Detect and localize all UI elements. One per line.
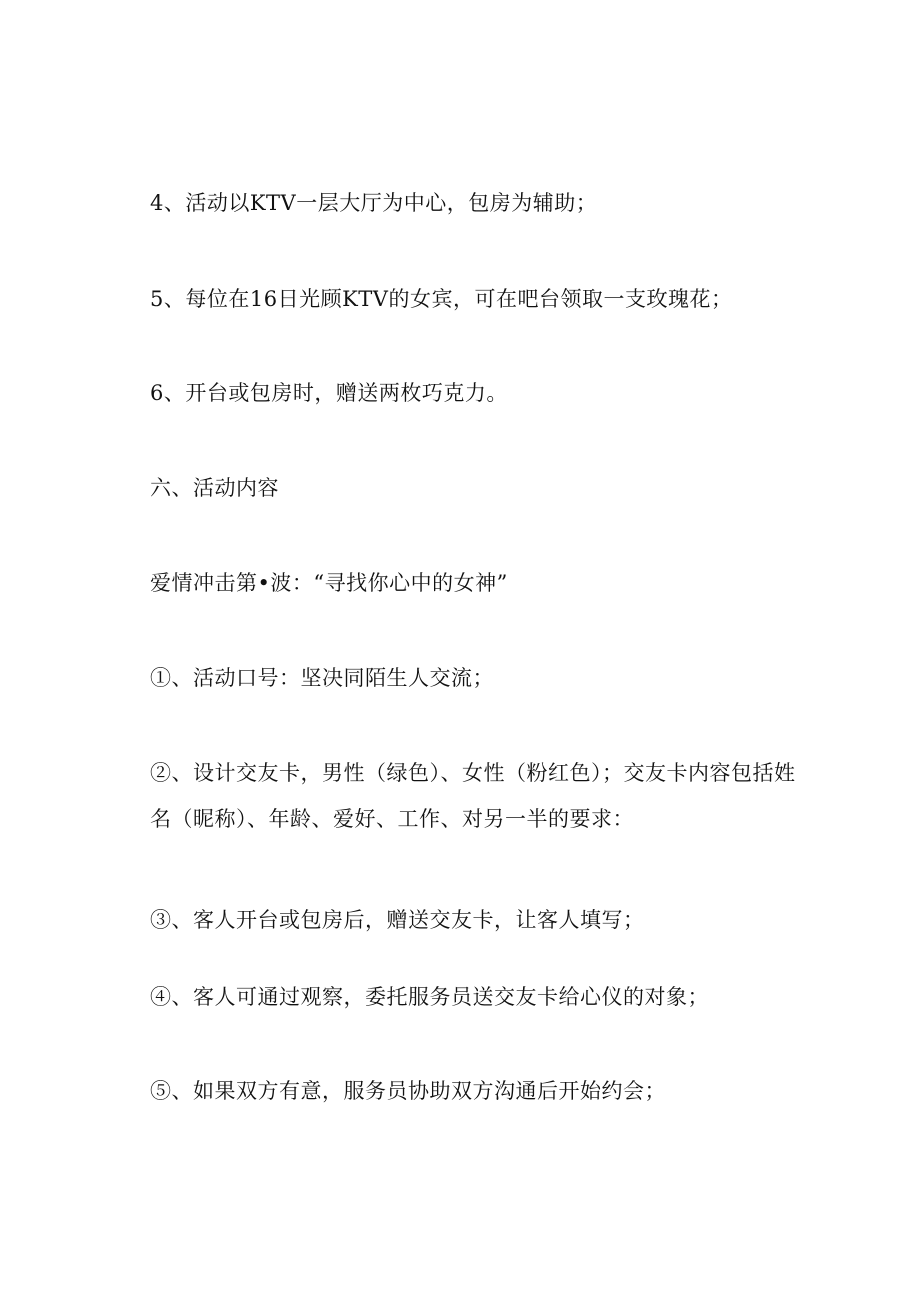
subsection-title: 爱情冲击第•波：“寻找你心中的女神”: [150, 571, 508, 595]
text-line-item-6: 6、开台或包房时，赠送两枚巧克力。: [150, 381, 508, 405]
text-line-circled-1: ①、活动口号：坚决同陌生人交流；: [150, 666, 494, 690]
section-heading: 六、活动内容: [150, 476, 279, 500]
text-line-circled-4: ④、客人可通过观察，委托服务员送交友卡给心仪的对象；: [150, 985, 709, 1009]
text-line-circled-5: ⑤、如果双方有意，服务员协助双方沟通后开始约会；: [150, 1079, 666, 1103]
text-paragraph-circled-2: ②、设计交友卡，男性（绿色）、女性（粉红色）；交友卡内容包括姓名（昵称）、年龄、爱好、工作、对另一半的要求：: [150, 761, 796, 831]
text-line-item-4: 4、活动以KTV一层大厅为中心，包房为辅助；: [150, 191, 598, 215]
text-line-item-5: 5、每位在16日光顾KTV的女宾，可在吧台领取一支玫瑰花；: [150, 287, 733, 311]
text-line-circled-3: ③、客人开台或包房后，赠送交友卡，让客人填写；: [150, 908, 645, 932]
